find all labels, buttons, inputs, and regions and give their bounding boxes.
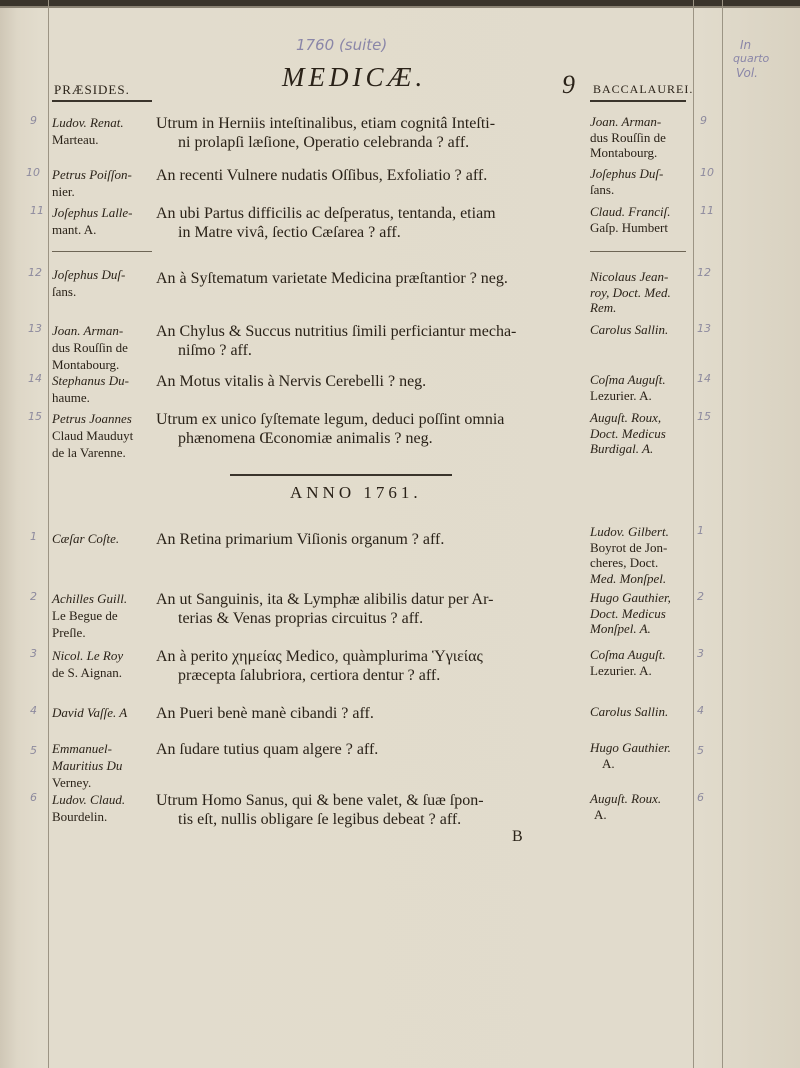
- baccalaureus-name: Claud. Franciſ. Gaſp. Humbert: [590, 204, 671, 235]
- praeses-name: Stephanus Du- haume.: [52, 373, 129, 405]
- handwritten-note-right-2: quarto: [733, 52, 770, 65]
- praeses-name: Joſephus Lalle- mant. A.: [52, 205, 133, 237]
- baccalaureus-name: Auguſt. Roux. A.: [590, 791, 662, 822]
- baccalaureus-name: Carolus Sallin.: [590, 322, 669, 337]
- year-heading: ANNO 1761.: [290, 483, 422, 502]
- top-border-thin: [0, 6, 800, 8]
- page-number: 9: [562, 70, 575, 99]
- thesis-question: An ſudare tutius quam algere ? aff.: [156, 741, 379, 758]
- thesis-question: An ubi Partus difficilis ac deſperatus, tentanda, etiam in Matre vivâ, ſectio Cæſarea ? aff.: [156, 205, 496, 241]
- baccalaureus-name: Coſma Auguſt. Lezurier. A.: [590, 372, 666, 403]
- handwritten-note-right-3: Vol.: [736, 66, 758, 80]
- praeses-name: Joſephus Duſ- ſans.: [52, 267, 126, 299]
- thesis-question: An à Syſtematum varietate Medicina præſtantior ? neg.: [156, 270, 508, 287]
- praeses-name: Petrus Joannes Claud Mauduyt de la Varenne.: [52, 411, 134, 460]
- document-page: 1760 (suite) In quarto Vol. PRÆSIDES. MEDICÆ. 9 BACCALAUREI. 9 9 Ludov. Renat. Marteau. Utrum in Herniis inteſtinalibus, etiam cognitâ Inteſti- ni prolapſi læſione, Operatio celebranda ? aff. Joan. Arman- dus Rouſſin de Montabourg. 10 10 Petrus Poiſſon- nier. An recenti Vulnere nudatis Oſſibus, Exfoliatio ? aff. Joſephus Duſ- ſans. 11 11 Joſephus Lalle- mant. A. An ubi Partus difficilis ac deſperatus, tentanda, etiam in Matre vivâ, ſectio Cæſarea ? aff. Claud. Franciſ. Gaſp. Humbert 12 12 Joſephus Duſ- ſans. An à Syſtematum varietate Medicina præſtantior ? neg. Nicolaus Jean- roy, Doct. Med. Rem. 13 13 Joan. Arman- dus Rouſſin de Montabourg. An Chylus & Succus nutritius ſimili perficiantur mecha- niſmo ? aff. Carolus Sallin. 14 14 Stephanus Du- haume. An Motus vitalis à Nervis Cerebelli ? neg. Coſma Auguſt. Lezurier. A. 15 15 Petrus Joannes Claud Mauduyt de la Varenne. Utrum ex unico ſyſtemate legum, deduci poſſint omnia phænomena Œconomiæ animalis ? neg. Auguſt. Roux, Doct. Medicus Burdigal. A. ANNO 1761. 1 1 Cæſar Coſte. An Retina primarium Viſionis organum ? aff. Ludov. Gilbert. Boyrot de Jon- cheres, Doct. Med. Monſpel. 2 2 Achilles Guill. Le Begue de Preſle. An ut Sanguinis, ita & Lymphæ alibilis datur per Ar- terias & Venas proprias circuitus ? aff. Hugo Gauthier, Doct. Medicus Monſpel. A. 3 3 Nicol. Le Roy de S. Aignan. An à perito χημείας Medico, quàmplurima Ὑγιείας præcepta ſalubriora, certiora dentur ? aff. Coſma Auguſt. Lezurier. A. 4 4 David Vaſſe. A An Pueri benè manè cibandi ? aff. Carolus Sallin. 5 5 Emmanuel- Mauritius Du Verney. An ſudare tutius quam algere ? aff. Hugo Gauthier. A. 6 6 Ludov. Claud. Bourdelin. Utrum Homo Sanus, qui & bene valet, & ſuæ ſpon- tis eſt, nullis obligare ſe legibus debeat ? aff. Auguſt. Roux. A. B: [0, 0, 800, 1068]
- header-rule-right: [590, 100, 686, 102]
- thesis-question: An Pueri benè manè cibandi ? aff.: [156, 705, 374, 722]
- header-rule-left: [52, 100, 152, 102]
- praeses-name: Joan. Arman- dus Rouſſin de Montabourg.: [52, 323, 128, 372]
- praeses-name: Cæſar Coſte.: [52, 531, 120, 546]
- baccalaureus-name: Nicolaus Jean- roy, Doct. Med. Rem.: [590, 269, 671, 315]
- thesis-question: An Chylus & Succus nutritius ſimili perficiantur mecha- niſmo ? aff.: [156, 323, 517, 359]
- handwritten-note-right-1: In: [740, 38, 752, 52]
- baccalaureus-name: Joſephus Duſ- ſans.: [590, 166, 664, 197]
- praeses-name: Emmanuel- Mauritius Du Verney.: [52, 741, 123, 790]
- thesis-question: Utrum ex unico ſyſtemate legum, deduci poſſint omnia phænomena Œconomiæ animalis ? neg.: [156, 411, 505, 447]
- left-column-rule: [48, 0, 49, 1068]
- praeses-name: David Vaſſe. A: [52, 705, 128, 720]
- header-baccalaurei: BACCALAUREI.: [593, 82, 694, 96]
- handwritten-note-top: 1760 (suite): [296, 36, 388, 54]
- signature-mark: B: [512, 828, 523, 845]
- thesis-question: Utrum Homo Sanus, qui & bene valet, & ſuæ ſpon- tis eſt, nullis obligare ſe legibus debeat ? aff.: [156, 792, 484, 828]
- baccalaureus-name: Hugo Gauthier. A.: [590, 740, 671, 771]
- thesis-question: An ut Sanguinis, ita & Lymphæ alibilis datur per Ar- terias & Venas proprias circuitus ? aff.: [156, 591, 494, 627]
- thesis-question: Utrum in Herniis inteſtinalibus, etiam cognitâ Inteſti- ni prolapſi læſione, Operatio celebranda ? aff.: [156, 115, 496, 151]
- right-column-rule: [693, 0, 694, 1068]
- praeses-name: Nicol. Le Roy de S. Aignan.: [52, 648, 124, 680]
- page-title: MEDICÆ.: [282, 62, 427, 92]
- year-divider-rule: [230, 474, 452, 476]
- section-rule-right: [590, 251, 686, 252]
- baccalaureus-name: Joan. Arman- dus Rouſſin de Montabourg.: [590, 114, 666, 160]
- thesis-question: An Motus vitalis à Nervis Cerebelli ? neg.: [156, 373, 427, 390]
- baccalaureus-name: Hugo Gauthier, Doct. Medicus Monſpel. A.: [590, 590, 671, 636]
- header-praesides: PRÆSIDES.: [54, 82, 130, 97]
- praeses-name: Ludov. Renat. Marteau.: [52, 115, 124, 147]
- praeses-name: Petrus Poiſſon- nier.: [52, 167, 132, 199]
- baccalaureus-name: Auguſt. Roux, Doct. Medicus Burdigal. A.: [590, 410, 666, 456]
- thesis-question: An à perito χημείας Medico, quàmplurima Ὑγιείας præcepta ſalubriora, certiora dentur ? aff.: [156, 648, 483, 684]
- far-right-rule: [722, 0, 723, 1068]
- praeses-name: Achilles Guill. Le Begue de Preſle.: [52, 591, 128, 640]
- baccalaureus-name: Carolus Sallin.: [590, 704, 669, 719]
- praeses-name: Ludov. Claud. Bourdelin.: [52, 792, 126, 824]
- baccalaureus-name: Coſma Auguſt. Lezurier. A.: [590, 647, 666, 678]
- baccalaureus-name: Ludov. Gilbert. Boyrot de Jon- cheres, Doct. Med. Monſpel.: [590, 524, 669, 586]
- thesis-question: An recenti Vulnere nudatis Oſſibus, Exfoliatio ? aff.: [156, 167, 488, 184]
- thesis-question: An Retina primarium Viſionis organum ? aff.: [156, 531, 445, 548]
- section-rule-left: [52, 251, 152, 252]
